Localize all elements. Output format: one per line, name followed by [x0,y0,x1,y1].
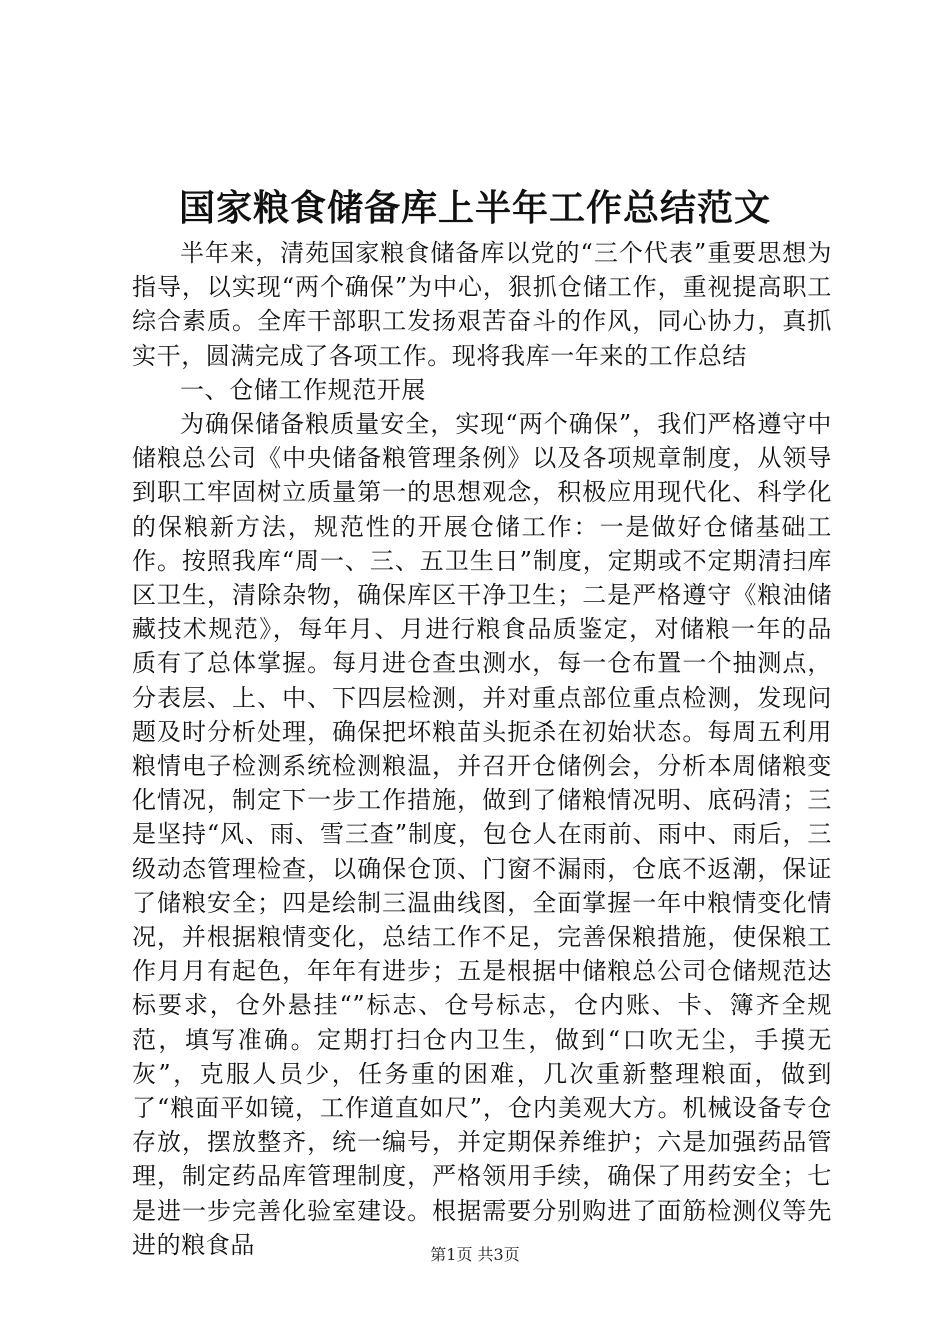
section-heading: 一、仓储工作规范开展 [180,375,426,404]
section-paragraph: 为确保储备粮质量安全，实现“两个确保”，我们严格遵守中储粮总公司《中央储备粮管理条例》以及各项规章制度，从领导到职工牢固树立质量第一的思想观念，积极应用现代化、科学化的保粮新方法，规范性的开展仓储工作：一是做好仓储基础工作。按照我库“周一、三、五卫生日”制度，定期或不定期清扫库区卫生，清除杂物，确保库区干净卫生；二是严格遵守《粮油储藏技术规范》，每年月、月进行粮食品质鉴定，对储粮一年的品质有了总体掌握。每月进仓查虫测水，每一仓布置一个抽测点，分表层、上、中、下四层检测，并对重点部位重点检测，发现问题及时分析处理，确保把坏粮苗头扼杀在初始状态。每周五利用粮情电子检测系统检测粮温，并召开仓储例会，分析本周储粮变化情况，制定下一步工作措施，做到了储粮情况明、底码清；三是坚持“风、雨、雪三查”制度，包仓人在雨前、雨中、雨后，三级动态管理检查，以确保仓顶、门窗不漏雨，仓底不返潮，保证了储粮安全；四是绘制三温曲线图，全面掌握一年中粮情变化情况，并根据粮情变化，总结工作不足，完善保粮措施，使保粮工作月月有起色，年年有进步；五是根据中储粮总公司仓储规范达标要求，仓外悬挂“”标志、仓号标志，仓内账、卡、簿齐全规范，填写准确。定期打扫仓内卫生，做到“口吹无尘，手摸无灰”，克服人员少，任务重的困难，几次重新整理粮面，做到了“粮面平如镜，工作道直如尺”，仓内美观大方。机械设备专仓存放，摆放整齐，统一编号，并定期保养维护；六是加强药品管理，制定药品库管理制度，严格领用手续，确保了用药安全；七是进一步完善化验室建设。根据需要分别购进了面筋检测仪等先进的粮食品 [132,410,832,1259]
page-footer: 第1页 共3页 [430,1245,520,1264]
intro-paragraph: 半年来，清苑国家粮食储备库以党的“三个代表”重要思想为指导，以实现“两个确保”为中心，狠抓仓储工作，重视提高职工综合素质。全库干部职工发扬艰苦奋斗的作风，同心协力，真抓实干，圆满完成了各项工作。现将我库一年来的工作总结 [132,239,832,370]
document-body [132,236,832,1262]
document-title: 国家粮食储备库上半年工作总结范文 [178,187,771,229]
